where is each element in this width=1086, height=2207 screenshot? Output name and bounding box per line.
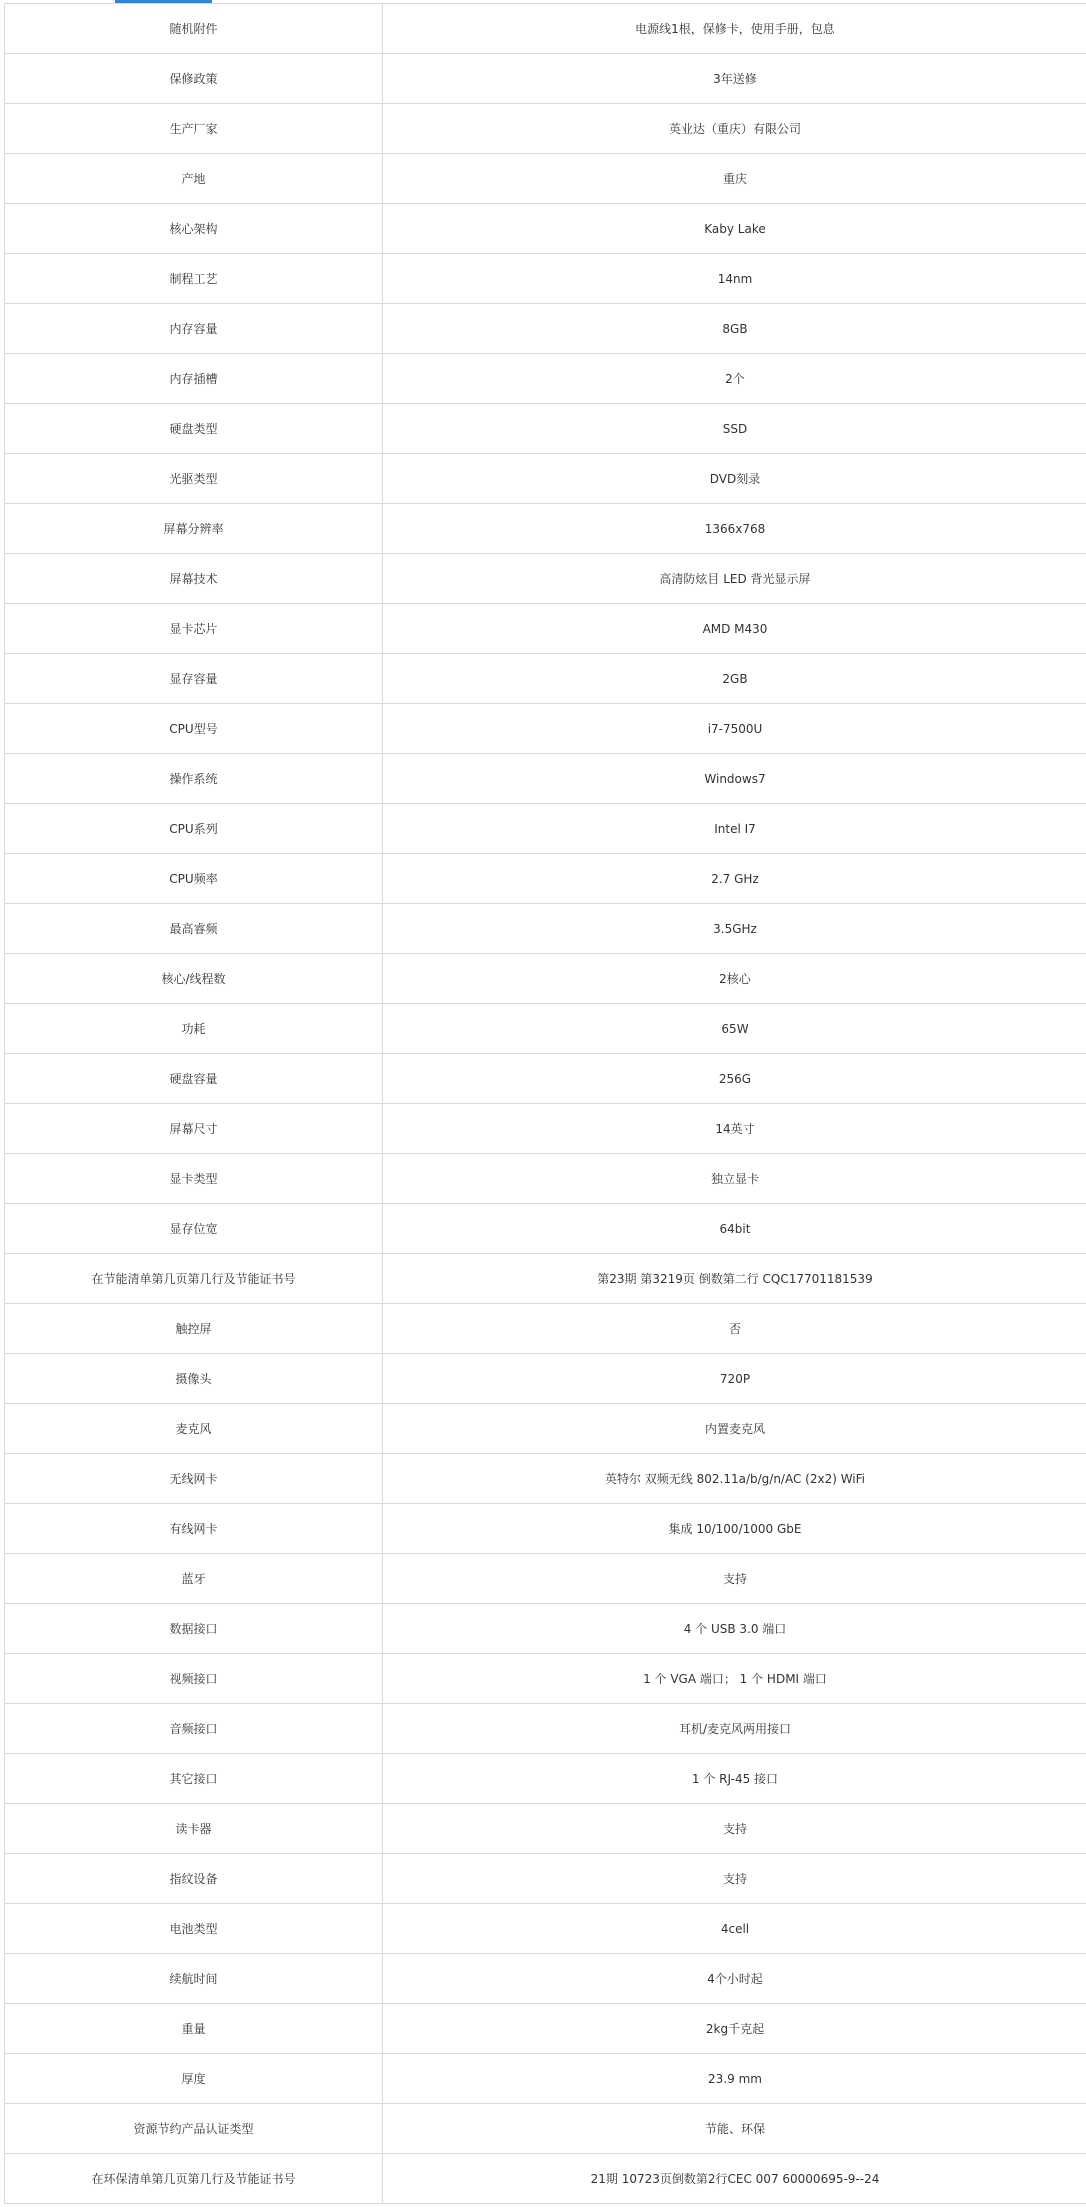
spec-value: 65W [383,1004,1086,1054]
spec-label: 显卡类型 [5,1154,383,1204]
spec-label: 显存位宽 [5,1204,383,1254]
spec-label: 触控屏 [5,1304,383,1354]
spec-value: 23.9 mm [383,2054,1086,2104]
spec-label: 读卡器 [5,1804,383,1854]
spec-row [5,54,1086,104]
spec-value: 14nm [383,254,1086,304]
spec-row [5,1304,1086,1354]
spec-row [5,754,1086,804]
spec-row [5,1254,1086,1304]
spec-value: 64bit [383,1204,1086,1254]
spec-label: 随机附件 [5,4,383,54]
spec-label: 保修政策 [5,54,383,104]
spec-value: AMD M430 [383,604,1086,654]
spec-value: 节能、环保 [383,2104,1086,2154]
spec-value: 3年送修 [383,54,1086,104]
spec-row [5,1204,1086,1254]
spec-value: 耳机/麦克风两用接口 [383,1704,1086,1754]
spec-value: 电源线1根，保修卡，使用手册，包息 [383,4,1086,54]
spec-label: 在环保清单第几页第几行及节能证书号 [5,2154,383,2204]
spec-label: 在节能清单第几页第几行及节能证书号 [5,1254,383,1304]
spec-label: 内存容量 [5,304,383,354]
spec-table [4,3,1086,2204]
spec-row [5,954,1086,1004]
spec-label: 有线网卡 [5,1504,383,1554]
spec-value: 256G [383,1054,1086,1104]
spec-row [5,304,1086,354]
spec-row [5,1604,1086,1654]
spec-row [5,1854,1086,1904]
spec-row [5,2054,1086,2104]
spec-row [5,1804,1086,1854]
spec-value: 重庆 [383,154,1086,204]
spec-label: 屏幕尺寸 [5,1104,383,1154]
spec-row [5,154,1086,204]
spec-value: 2核心 [383,954,1086,1004]
spec-row [5,1954,1086,2004]
spec-label: 无线网卡 [5,1454,383,1504]
spec-row [5,1154,1086,1204]
spec-label: 操作系统 [5,754,383,804]
spec-label: 产地 [5,154,383,204]
spec-label: 其它接口 [5,1754,383,1804]
spec-label: 核心架构 [5,204,383,254]
spec-row [5,1404,1086,1454]
spec-label: CPU频率 [5,854,383,904]
spec-label: 续航时间 [5,1954,383,2004]
spec-value: i7-7500U [383,704,1086,754]
spec-row [5,1754,1086,1804]
spec-label: 光驱类型 [5,454,383,504]
spec-row [5,204,1086,254]
spec-label: 制程工艺 [5,254,383,304]
spec-value: Kaby Lake [383,204,1086,254]
spec-value: 2kg千克起 [383,2004,1086,2054]
spec-label: 麦克风 [5,1404,383,1454]
spec-row [5,504,1086,554]
spec-value: Windows7 [383,754,1086,804]
spec-label: 厚度 [5,2054,383,2104]
spec-value: 3.5GHz [383,904,1086,954]
spec-label: 硬盘容量 [5,1054,383,1104]
spec-value: 2个 [383,354,1086,404]
spec-label: 内存插槽 [5,354,383,404]
spec-value: 21期 10723页倒数第2行CEC 007 60000695-9--24 [383,2154,1086,2204]
spec-value: 1 个 VGA 端口； 1 个 HDMI 端口 [383,1654,1086,1704]
spec-value: 1366x768 [383,504,1086,554]
spec-row [5,1654,1086,1704]
spec-value: 英业达（重庆）有限公司 [383,104,1086,154]
spec-row [5,254,1086,304]
spec-row [5,354,1086,404]
spec-row [5,704,1086,754]
spec-row [5,2154,1086,2204]
spec-value: 14英寸 [383,1104,1086,1154]
spec-value: 8GB [383,304,1086,354]
spec-label: 生产厂家 [5,104,383,154]
spec-label: CPU型号 [5,704,383,754]
spec-row [5,554,1086,604]
spec-value: 支持 [383,1804,1086,1854]
spec-row [5,1054,1086,1104]
spec-value: 2GB [383,654,1086,704]
spec-value: 支持 [383,1854,1086,1904]
spec-value: SSD [383,404,1086,454]
spec-value: 高清防炫目 LED 背光显示屏 [383,554,1086,604]
spec-row [5,1554,1086,1604]
spec-label: 蓝牙 [5,1554,383,1604]
spec-value: 否 [383,1304,1086,1354]
spec-label: 摄像头 [5,1354,383,1404]
spec-label: 音频接口 [5,1704,383,1754]
spec-value: 4cell [383,1904,1086,1954]
spec-label: 显存容量 [5,654,383,704]
spec-row [5,404,1086,454]
spec-row [5,104,1086,154]
spec-row [5,1704,1086,1754]
spec-value: 第23期 第3219页 倒数第二行 CQC17701181539 [383,1254,1086,1304]
spec-row [5,904,1086,954]
spec-label: 屏幕技术 [5,554,383,604]
spec-value: 支持 [383,1554,1086,1604]
spec-label: 视频接口 [5,1654,383,1704]
spec-row [5,1004,1086,1054]
spec-row [5,4,1086,54]
spec-row [5,654,1086,704]
spec-row [5,1354,1086,1404]
spec-row [5,2004,1086,2054]
spec-label: 硬盘类型 [5,404,383,454]
spec-value: DVD刻录 [383,454,1086,504]
spec-label: 核心/线程数 [5,954,383,1004]
spec-value: 集成 10/100/1000 GbE [383,1504,1086,1554]
spec-value: 英特尔 双频无线 802.11a/b/g/n/AC (2x2) WiFi [383,1454,1086,1504]
spec-value: 4个小时起 [383,1954,1086,2004]
spec-table-body [5,4,1086,2204]
spec-label: 最高睿频 [5,904,383,954]
spec-label: 屏幕分辨率 [5,504,383,554]
spec-label: 功耗 [5,1004,383,1054]
spec-label: 资源节约产品认证类型 [5,2104,383,2154]
spec-row [5,2104,1086,2154]
spec-row [5,454,1086,504]
spec-label: 显卡芯片 [5,604,383,654]
spec-label: 指纹设备 [5,1854,383,1904]
spec-value: 4 个 USB 3.0 端口 [383,1604,1086,1654]
spec-row [5,1454,1086,1504]
spec-row [5,1104,1086,1154]
spec-value: 720P [383,1354,1086,1404]
spec-row [5,854,1086,904]
spec-value: 独立显卡 [383,1154,1086,1204]
spec-value: 2.7 GHz [383,854,1086,904]
spec-label: CPU系列 [5,804,383,854]
spec-row [5,604,1086,654]
spec-value: 1 个 RJ-45 接口 [383,1754,1086,1804]
spec-row [5,1504,1086,1554]
spec-label: 电池类型 [5,1904,383,1954]
spec-label: 重量 [5,2004,383,2054]
spec-value: 内置麦克风 [383,1404,1086,1454]
spec-row [5,804,1086,854]
spec-row [5,1904,1086,1954]
spec-label: 数据接口 [5,1604,383,1654]
spec-value: Intel I7 [383,804,1086,854]
